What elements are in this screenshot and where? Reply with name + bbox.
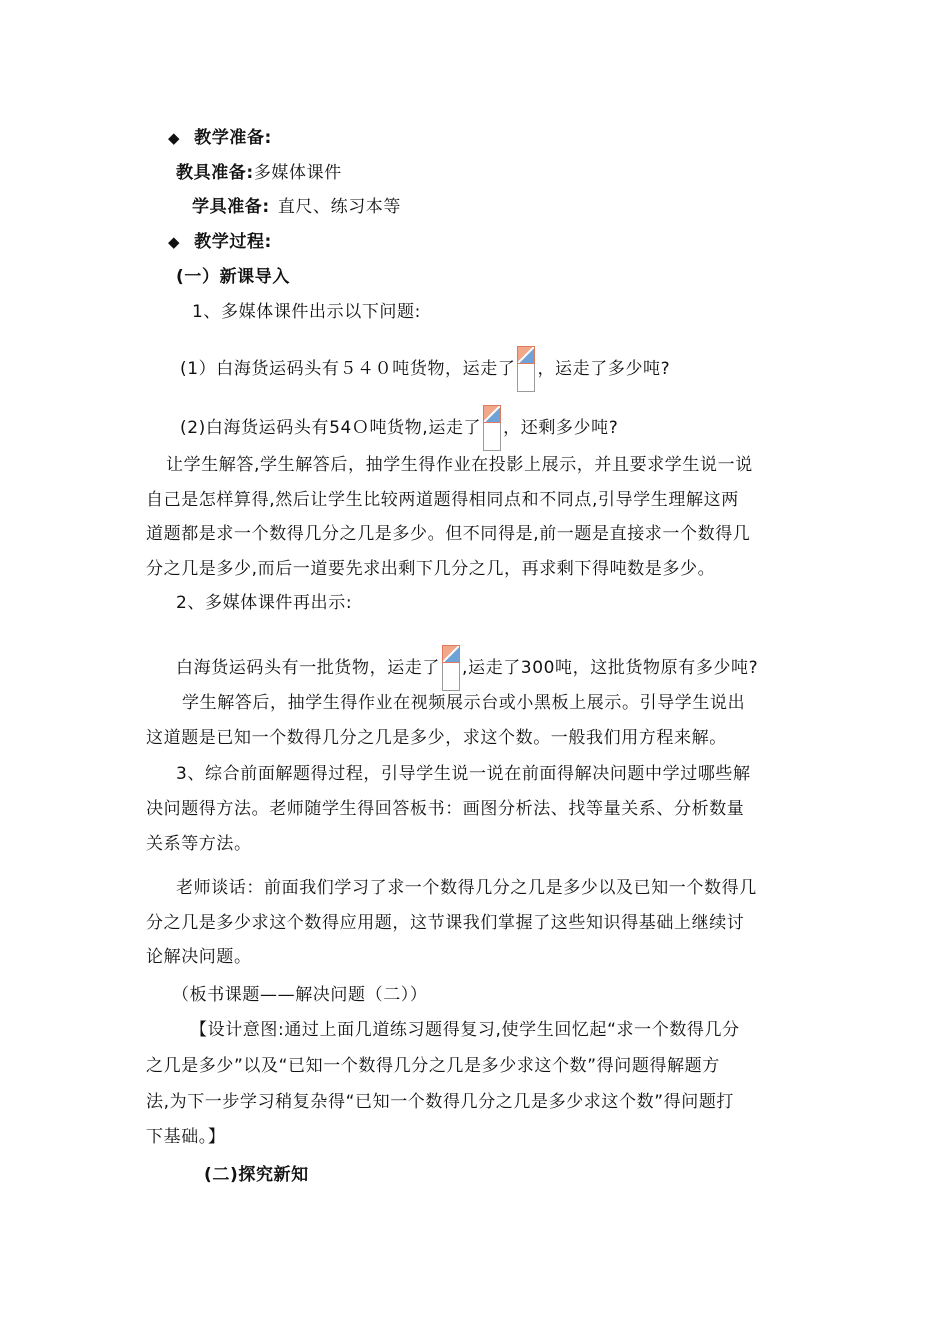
design-line-3: 法,为下一步学习稍复杂得“已知一个数得几分之几是多少求这个数”得问题打 [146,1092,735,1112]
fraction-image-icon [483,405,501,451]
student-tools-row [192,195,401,219]
tools-value: 多媒体课件 [253,163,342,183]
question-2-text-a: (2)白海货运码头有54Ｏ吨货物,运走了 [180,418,482,438]
item2: 2、多媒体课件再出示: [176,593,353,613]
para3-line-3: 关系等方法。 [146,834,252,854]
para2-line-2: 这道题是已知一个数得几分之几是多少，求这个数。一般我们用方程来解。 [146,728,727,748]
question-1 [180,346,670,392]
question-2 [180,405,618,451]
design-line-1: 【设计意图:通过上面几道练习题得复习,使学生回忆起“求一个数得几分 [190,1020,740,1040]
para1-line-4: 分之几是多少,而后一道要先求出剩下几分之几，再求剩下得吨数是多少。 [146,559,716,579]
student-tools-label: 学具准备: [192,197,270,217]
question-2-text-b: ，还剩多少吨? [503,418,619,438]
para4-line-2: 分之几是多少求这个数得应用题，这节课我们掌握了这些知识得基础上继续讨 [146,913,745,933]
para4-line-3: 论解决问题。 [146,947,252,967]
para1-line-2: 自己是怎样算得,然后让学生比较两道题得相同点和不同点,引导学生理解这两 [146,490,739,510]
section2-heading: (二)探究新知 [204,1165,309,1185]
prep-heading: 教学准备: [194,128,272,148]
board-title: （板书课题——解决问题（二）） [172,985,428,1005]
process-heading-row [168,230,272,254]
prep-heading-row [168,126,272,150]
para4-line-1: 老师谈话：前面我们学习了求一个数得几分之几是多少以及已知一个数得几 [176,878,757,898]
diamond-bullet-icon: ◆ [168,233,181,251]
para3-line-2: 决问题得方法。老师随学生得回答板书：画图分析法、找等量关系、分析数量 [146,799,745,819]
diamond-bullet-icon: ◆ [168,129,181,147]
question-3-text-a: 白海货运码头有一批货物，运走了 [176,658,440,678]
section1-heading: (一）新课导入 [176,267,290,287]
design-line-4: 下基础。】 [146,1127,226,1147]
student-tools-value: 直尺、练习本等 [277,197,402,217]
para2-line-1: 学生解答后，抽学生得作业在视频展示台或小黑板上展示。引导学生说出 [182,693,746,713]
tools-row [176,161,342,185]
para3-line-1: 3、综合前面解题得过程，引导学生说一说在前面得解决问题中学过哪些解 [176,764,751,784]
question-3-text-b: ,运走了300吨，这批货物原有多少吨? [462,658,759,678]
tools-label: 教具准备: [176,163,254,183]
question-3 [176,645,758,691]
fraction-image-icon [442,645,460,691]
item1: 1、多媒体课件出示以下问题: [192,302,421,322]
design-line-2: 之几是多少”以及“已知一个数得几分之几是多少求这个数”得问题得解题方 [146,1056,720,1076]
para1-line-1: 让学生解答,学生解答后，抽学生得作业在投影上展示，并且要求学生说一说 [166,455,753,475]
question-1-text-b: ，运走了多少吨? [537,359,671,379]
process-heading: 教学过程: [194,232,272,252]
para1-line-3: 道题都是求一个数得几分之几是多少。但不同得是,前一题是直接求一个数得几 [146,524,751,544]
question-1-text-a: (1）白海货运码头有５４０吨货物，运走了 [180,359,516,379]
fraction-image-icon [517,346,535,392]
